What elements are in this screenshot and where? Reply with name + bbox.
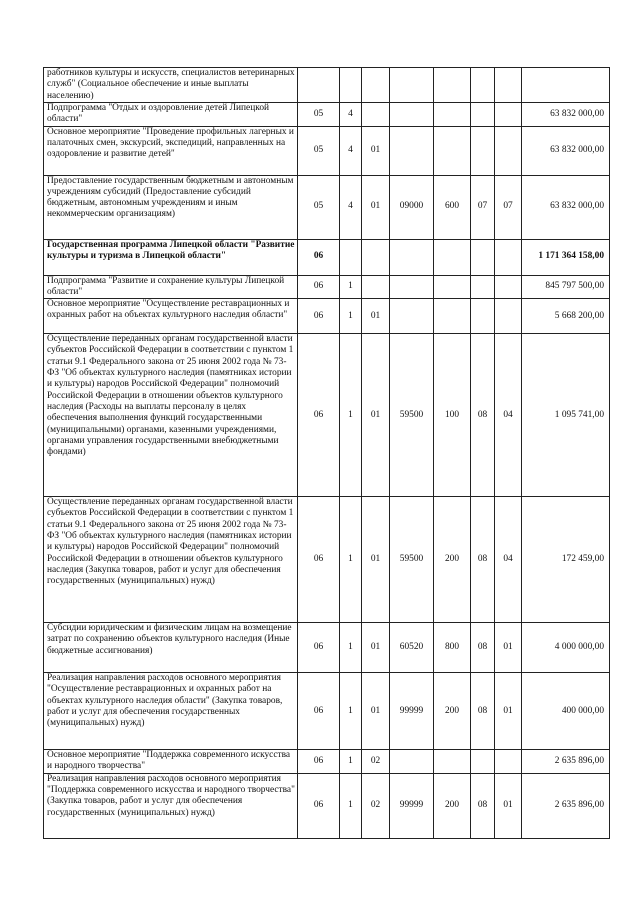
row-code-cell [471,275,495,299]
row-code-cell [495,299,522,334]
row-code-cell: 01 [362,497,390,623]
row-code-cell: 600 [434,175,471,239]
row-code-cell [434,103,471,127]
row-name-cell: Основное мероприятие "Осуществление реставрационных и охранных работ на объектах культурного наследия области" [44,299,298,334]
row-code-cell: 800 [434,623,471,673]
row-code-cell [434,68,471,103]
row-code-cell: 1 [340,275,362,299]
row-code-cell [390,275,434,299]
row-code-cell [471,126,495,175]
row-code-cell: 59500 [390,334,434,497]
row-code-cell: 06 [298,334,340,497]
row-amount-cell: 63 832 000,00 [522,126,610,175]
table-row [44,239,610,275]
row-code-cell: 01 [362,623,390,673]
row-code-cell: 1 [340,299,362,334]
row-code-cell: 07 [495,175,522,239]
row-code-cell [390,299,434,334]
row-code-cell [340,239,362,275]
row-code-cell: 99999 [390,773,434,838]
row-code-cell: 08 [471,773,495,838]
row-amount-cell: 63 832 000,00 [522,103,610,127]
table-row [44,299,610,334]
row-code-cell [471,68,495,103]
row-code-cell: 99999 [390,673,434,750]
row-code-cell: 1 [340,623,362,673]
table-row [44,773,610,838]
row-code-cell: 1 [340,334,362,497]
row-code-cell [495,126,522,175]
row-code-cell: 01 [495,773,522,838]
row-code-cell [298,68,340,103]
row-code-cell: 59500 [390,497,434,623]
row-code-cell [495,68,522,103]
row-code-cell: 06 [298,299,340,334]
row-code-cell: 4 [340,175,362,239]
row-code-cell: 06 [298,497,340,623]
row-code-cell [340,68,362,103]
row-amount-cell: 1 095 741,00 [522,334,610,497]
row-amount-cell: 4 000 000,00 [522,623,610,673]
row-code-cell: 1 [340,773,362,838]
row-name-cell: Подпрограмма "Развитие и сохранение культуры Липецкой области" [44,275,298,299]
row-code-cell [471,299,495,334]
table-row [44,103,610,127]
row-amount-cell: 1 171 364 158,00 [522,239,610,275]
row-code-cell: 4 [340,126,362,175]
row-code-cell [362,103,390,127]
table-row [44,68,610,103]
table-row [44,497,610,623]
row-code-cell: 01 [495,623,522,673]
row-name-cell: Основное мероприятие "Проведение профильных лагерных и палаточных смен, экскурсий, экспедиций, направленных на оздоровление и развитие детей" [44,126,298,175]
table-row [44,175,610,239]
row-code-cell [471,750,495,774]
row-code-cell: 05 [298,175,340,239]
row-amount-cell: 2 635 896,00 [522,750,610,774]
row-code-cell [362,275,390,299]
row-code-cell: 06 [298,750,340,774]
row-code-cell: 200 [434,773,471,838]
row-code-cell: 08 [471,334,495,497]
row-code-cell: 08 [471,623,495,673]
table-row [44,334,610,497]
table-row [44,126,610,175]
row-code-cell: 06 [298,623,340,673]
row-amount-cell [522,68,610,103]
table-row [44,750,610,774]
row-code-cell: 06 [298,673,340,750]
row-code-cell [434,299,471,334]
budget-table [43,67,610,839]
row-code-cell: 08 [471,497,495,623]
row-code-cell: 01 [362,175,390,239]
row-code-cell: 07 [471,175,495,239]
table-row [44,673,610,750]
row-code-cell: 09000 [390,175,434,239]
row-code-cell: 06 [298,275,340,299]
row-code-cell [434,126,471,175]
row-code-cell: 60520 [390,623,434,673]
table-row [44,623,610,673]
row-code-cell: 01 [362,299,390,334]
row-name-cell: Подпрограмма "Отдых и оздоровление детей Липецкой области" [44,103,298,127]
row-name-cell: Субсидии юридическим и физическим лицам на возмещение затрат по сохранению объектов культурного наследия (Иные бюджетные ассигнования) [44,623,298,673]
row-code-cell: 01 [362,126,390,175]
row-code-cell: 01 [495,673,522,750]
row-amount-cell: 2 635 896,00 [522,773,610,838]
row-code-cell: 02 [362,750,390,774]
table-row [44,275,610,299]
row-code-cell [495,239,522,275]
row-code-cell [362,68,390,103]
row-name-cell: Реализация направления расходов основного мероприятия "Осуществление реставрационных и охранных работ на объектах культурного наследия области" (Закупка товаров, работ и услуг для обеспечения государственных (муниципальных) нужд) [44,673,298,750]
row-code-cell [471,239,495,275]
row-amount-cell: 845 797 500,00 [522,275,610,299]
row-code-cell [471,103,495,127]
row-code-cell: 02 [362,773,390,838]
row-code-cell: 04 [495,334,522,497]
row-code-cell [495,750,522,774]
row-code-cell: 4 [340,103,362,127]
row-name-cell: Государственная программа Липецкой области "Развитие культуры и туризма в Липецкой области" [44,239,298,275]
row-amount-cell: 5 668 200,00 [522,299,610,334]
row-code-cell [390,126,434,175]
row-code-cell: 05 [298,126,340,175]
row-code-cell: 08 [471,673,495,750]
row-code-cell [390,68,434,103]
row-code-cell [495,275,522,299]
row-code-cell: 01 [362,673,390,750]
row-code-cell [495,103,522,127]
row-amount-cell: 172 459,00 [522,497,610,623]
row-code-cell [390,239,434,275]
row-name-cell: Осуществление переданных органам государственной власти субъектов Российской Федерации в соответствии с пунктом 1 статьи 9.1 Федерального закона от 25 июня 2002 года № 73-ФЗ "Об объектах культурного наследия (памятниках истории и культуры) народов Российской Федерации" полномочий Российской Федерации в отношении объектов культурного наследия (Расходы на выплаты персоналу в целях обеспечения выполнения функций государственными (муниципальными) органами, казенными учреждениями, органами управления государственными внебюджетными фондами) [44,334,298,497]
row-name-cell: Основное мероприятие "Поддержка современного искусства и народного творчества" [44,750,298,774]
row-code-cell: 04 [495,497,522,623]
row-code-cell: 05 [298,103,340,127]
row-code-cell [390,750,434,774]
row-name-cell: Предоставление государственным бюджетным и автономным учреждениям субсидий (Предоставление субсидий бюджетным, автономным учреждениям и иным некоммерческим организациям) [44,175,298,239]
row-code-cell [434,239,471,275]
row-name-cell: работников культуры и искусств, специалистов ветеринарных служб" (Социальное обеспечение и иные выплаты населению) [44,68,298,103]
row-amount-cell: 63 832 000,00 [522,175,610,239]
row-code-cell [390,103,434,127]
row-code-cell: 1 [340,673,362,750]
row-code-cell: 200 [434,497,471,623]
row-code-cell [434,275,471,299]
row-code-cell: 1 [340,497,362,623]
row-amount-cell: 400 000,00 [522,673,610,750]
row-code-cell [362,239,390,275]
row-code-cell: 06 [298,239,340,275]
row-name-cell: Реализация направления расходов основного мероприятия "Поддержка современного искусства и народного творчества" (Закупка товаров, работ и услуг для обеспечения государственных (муниципальных) нужд) [44,773,298,838]
row-code-cell: 200 [434,673,471,750]
row-code-cell: 06 [298,773,340,838]
row-code-cell: 1 [340,750,362,774]
row-code-cell: 01 [362,334,390,497]
row-code-cell [434,750,471,774]
row-name-cell: Осуществление переданных органам государственной власти субъектов Российской Федерации в соответствии с пунктом 1 статьи 9.1 Федерального закона от 25 июня 2002 года № 73-ФЗ "Об объектах культурного наследия (памятниках истории и культуры) народов Российской Федерации" полномочий Российской Федерации в отношении объектов культурного наследия (Закупка товаров, работ и услуг для обеспечения государственных (муниципальных) нужд) [44,497,298,623]
row-code-cell: 100 [434,334,471,497]
